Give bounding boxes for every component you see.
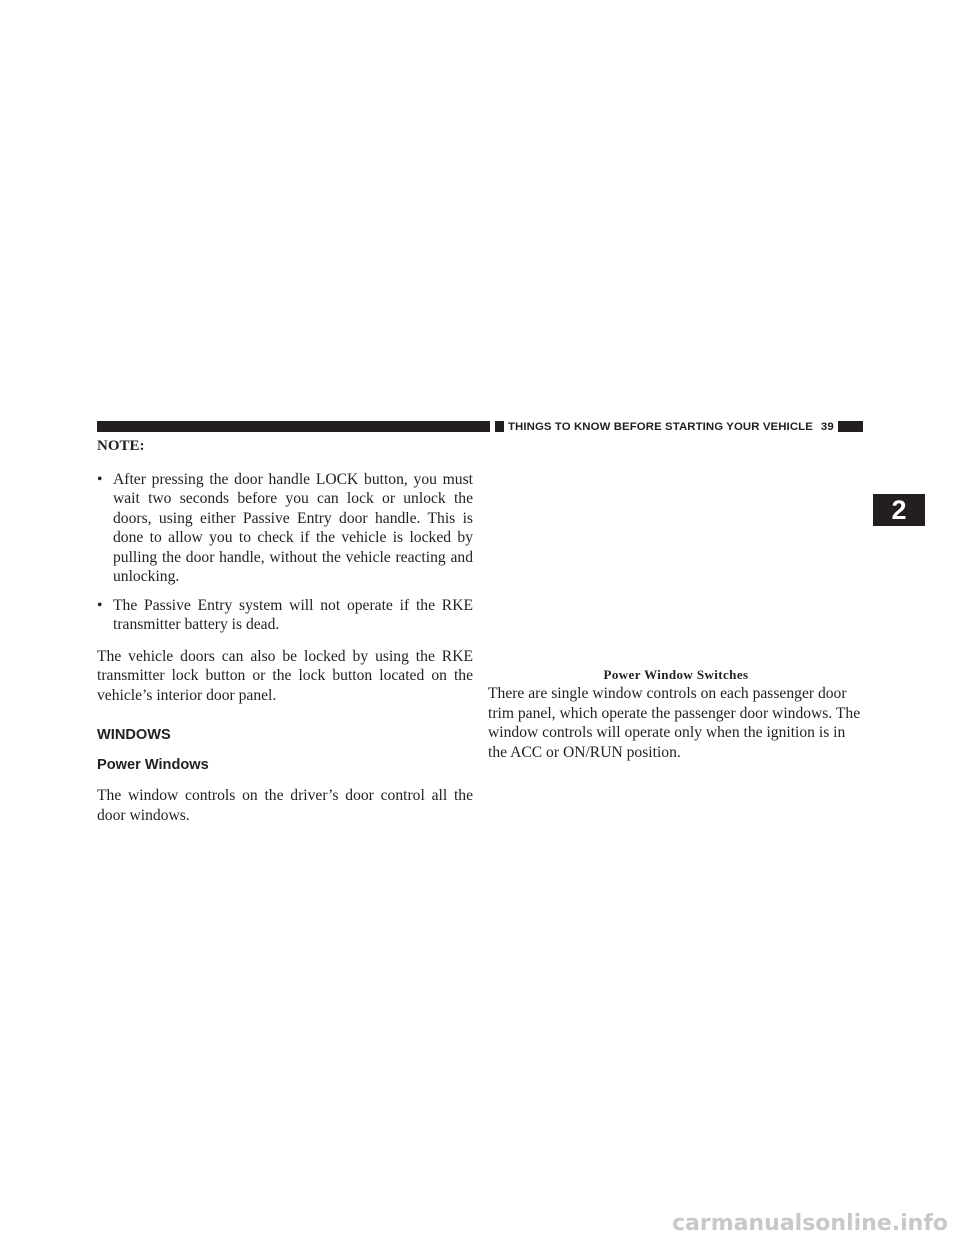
running-header: [504, 419, 838, 435]
header-rule-left: [97, 421, 490, 432]
page-number: 39: [820, 421, 834, 433]
bullet-icon: •: [97, 596, 103, 614]
section-heading-windows: WINDOWS: [97, 727, 171, 743]
figure-caption: Power Window Switches: [603, 667, 749, 682]
right-column: [488, 684, 864, 762]
power-windows-paragraph: The window controls on the driver’s door control all the door windows.: [97, 787, 473, 824]
watermark: carmanualsonline.info: [672, 1211, 948, 1236]
chapter-tab: 2: [873, 494, 925, 526]
header-title: THINGS TO KNOW BEFORE STARTING YOUR VEHICLE: [508, 421, 813, 433]
bullet-text: The Passive Entry system will not operate if the RKE transmitter battery is dead.: [113, 596, 473, 633]
list-item: [97, 596, 473, 635]
bullet-icon: •: [97, 470, 103, 488]
passenger-controls-paragraph: There are single window controls on each passenger door trim panel, which operate the passenger door windows. The window controls will operate only when the ignition is in the ACC or ON/RUN position.: [488, 685, 861, 761]
note-label: NOTE:: [97, 438, 145, 454]
lock-paragraph: The vehicle doors can also be locked by using the RKE transmitter lock button or the lock button located on the vehicle’s interior door panel.: [97, 647, 473, 704]
figure-placeholder: [488, 440, 864, 662]
bullet-text: After pressing the door handle LOCK button, you must wait two seconds before you can lock or unlock the doors, using either Passive Entry door handle. This is done to allow you to check if the vehicle is locked by pulling the door handle, without the vehicle reacting and unlocking.: [113, 470, 473, 585]
left-column: [97, 437, 473, 825]
subheading-power-windows: Power Windows: [97, 757, 209, 773]
list-item: [97, 470, 473, 587]
